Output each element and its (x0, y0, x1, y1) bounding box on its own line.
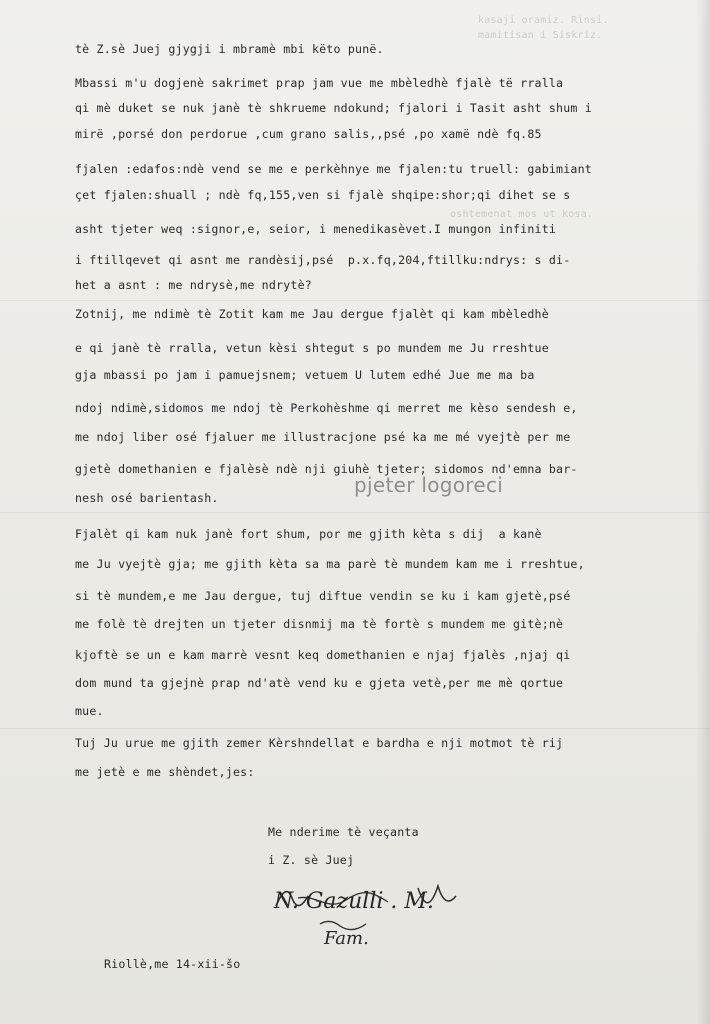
letter-line: gja mbassi po jam i pamuejsnem; vetuem U lutem edhé Jue me ma ba (75, 368, 535, 382)
paper-fold-line (0, 728, 710, 729)
letter-line: Zotnij, me ndimè tè Zotit kam me Jau dergue fjalèt qi kam mbèledhè (75, 307, 549, 321)
letter-line: mirë ,porsé don perdorue ,cum grano salis,,psé ,po xamë ndè fq.85 (75, 127, 542, 141)
letter-line: kjoftè se un e kam marrè vesnt keq domethanien e njaj fjalès ,njaj qi (75, 648, 571, 662)
letter-line: me Ju vyejtè gja; me gjith kèta sa ma parè tè mundem kam me i rreshtue, (75, 557, 585, 571)
letter-line: tè Z.sè Juej gjygji i mbramè mbi këto punë. (75, 42, 384, 56)
letter-line: Tuj Ju urue me gjith zemer Kèrshndellat e bardha e nji motmot tè rij (75, 736, 564, 750)
letter-line: ndoj ndimè,sidomos me ndoj tè Perkohèshme qi merret me kèso sendesh e, (75, 401, 578, 415)
letter-line: Mbassi m'u dogjenè sakrimet prap jam vue me mbèledhè fjalè të rralla (75, 76, 564, 90)
letter-line: gjetè domethanien e fjalèsè ndè nji giuhè tjeter; sidomos nd'emna bar- (75, 462, 578, 476)
letter-line: me ndoj liber osé fjaluer me illustracjone psé ka me mé vyejtè per me (75, 430, 571, 444)
letter-line: mue. (75, 704, 104, 718)
handwritten-signature (268, 878, 468, 956)
bleed-through-text: mamitisan i Siskriz. (478, 30, 603, 41)
letter-line: nesh osé barientash. (75, 491, 219, 505)
signature-name: N. Gazulli . M. (274, 889, 434, 914)
bleed-through-text: oshtemenat mos ut kosa. (450, 209, 594, 220)
letter-line: me folè tè drejten un tjeter disnmij ma tè fortè s mundem me gitè;nè (75, 617, 564, 631)
letter-line: fjalen :edafos:ndè vend se me e perkèhnye me fjalen:tu truell: gabimiant (75, 162, 592, 176)
letter-line: me jetè e me shèndet,jes: (75, 765, 255, 779)
signature-title: Fam. (324, 928, 369, 949)
letter-line: i ftillqevet qi asnt me randèsij,psé p.x.fq,204,ftillku:ndrys: s di- (75, 253, 571, 267)
paper-fold-line (0, 300, 710, 301)
closing-addressee: i Z. sè Juej (268, 853, 355, 867)
letter-line: e qi janè tè rralla, vetun kèsi shtegut s po mundem me Ju rreshtue (75, 341, 549, 355)
letter-line: Fjalèt qi kam nuk janè fort shum, por me gjith kèta s dij a kanè (75, 527, 542, 541)
bleed-through-text: kasaji oramiz. Rinsi. (478, 15, 609, 26)
letter-line: het a asnt : me ndrysè,me ndrytè? (75, 278, 312, 292)
paper-fold-line (0, 512, 710, 513)
letter-line: qi mè duket se nuk janè tè shkrueme ndokund; fjalori i Tasit asht shum i (75, 101, 592, 115)
letter-line: dom mund ta gjejnè prap nd'atè vend ku e gjeta vetè,per me mè qortue (75, 676, 564, 690)
letter-line: asht tjeter weq :signor,e, seior, i menedikasèvet.I mungon infiniti (75, 222, 557, 236)
letter-line: çet fjalen:shuall ; ndè fq,155,ven si fjalè shqipe:shor;qi dihet se s (75, 188, 571, 202)
place-date: Riollè,me 14-xii-šo (104, 957, 241, 971)
closing-salutation: Me nderime tè veçanta (268, 825, 419, 839)
watermark-text: pjeter logoreci (354, 473, 504, 497)
letter-line: si tè mundem,e me Jau dergue, tuj diftue vendin se ku i kam gjetè,psé (75, 589, 571, 603)
